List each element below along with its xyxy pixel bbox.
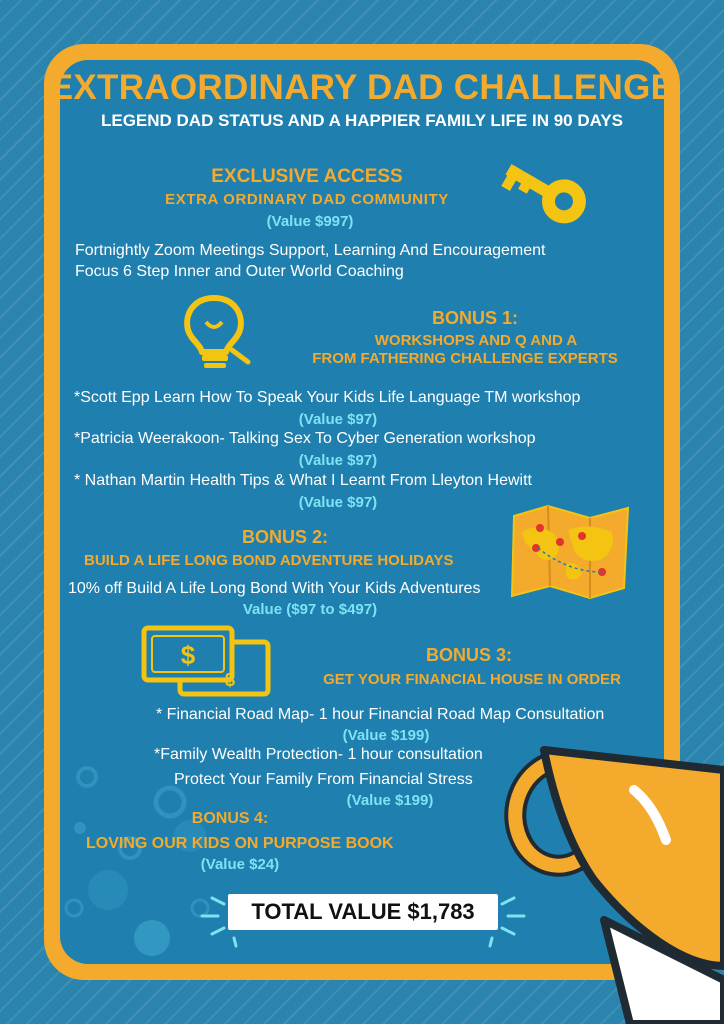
bonus4-value: (Value $24): [200, 856, 280, 873]
bonus3-item: * Financial Road Map- 1 hour Financial Road Map Consultation: [156, 706, 605, 723]
exclusive-line: Fortnightly Zoom Meetings Support, Learning And Encouragement: [75, 242, 546, 259]
bonus3-item-value: (Value $199): [342, 727, 430, 744]
bonus1-heading: BONUS 1:: [431, 308, 518, 328]
exclusive-subheading: EXTRA ORDINARY DAD COMMUNITY: [165, 191, 449, 208]
bonus1-item-value: (Value $97): [298, 411, 378, 428]
page-subtitle: LEGEND DAD STATUS AND A HAPPIER FAMILY LIFE IN 90 DAYS: [100, 111, 624, 130]
exclusive-heading: EXCLUSIVE ACCESS: [211, 166, 403, 187]
bonus3-subheading: GET YOUR FINANCIAL HOUSE IN ORDER: [323, 671, 621, 688]
bonus3-item: *Family Wealth Protection- 1 hour consultation: [154, 746, 483, 763]
total-value-badge: TOTAL VALUE $1,783: [228, 894, 498, 930]
bonus1-subheading: WORKSHOPS AND Q AND A: [374, 332, 578, 349]
bonus1-item-value: (Value $97): [298, 494, 378, 511]
page-title: EXTRAORDINARY DAD CHALLENGE: [49, 68, 675, 107]
trophy-icon: [484, 730, 724, 1024]
bonus4-subheading: LOVING OUR KIDS ON PURPOSE BOOK: [86, 835, 394, 852]
bonus2-value: Value ($97 to $497): [242, 601, 378, 618]
bonus3-item-value: (Value $199): [346, 792, 434, 809]
exclusive-line: Focus 6 Step Inner and Outer World Coaching: [75, 263, 404, 280]
bonus1-item: * Nathan Martin Health Tips & What I Learnt From Lleyton Hewitt: [74, 472, 532, 489]
map-icon: [508, 502, 634, 602]
bonus1-item: *Patricia Weerakoon- Talking Sex To Cyber Generation workshop: [74, 430, 536, 447]
svg-text:$: $: [224, 670, 236, 690]
exclusive-value: (Value $997): [266, 213, 354, 230]
key-icon: [495, 150, 601, 232]
bonus2-heading: BONUS 2:: [241, 527, 328, 547]
bonus1-item: *Scott Epp Learn How To Speak Your Kids Life Language TM workshop: [74, 389, 581, 406]
bonus2-text: 10% off Build A Life Long Bond With Your Kids Adventures: [68, 580, 481, 597]
bonus4-heading: BONUS 4:: [191, 810, 269, 827]
bonus3-heading: BONUS 3:: [425, 645, 512, 665]
bonus2-subheading: BUILD A LIFE LONG BOND ADVENTURE HOLIDAYS: [84, 552, 454, 569]
bonus1-item-value: (Value $97): [298, 452, 378, 469]
svg-text:$: $: [180, 640, 196, 670]
money-icon: [140, 622, 272, 700]
bonus3-item-detail: Protect Your Family From Financial Stress: [174, 771, 473, 788]
lightbulb-icon: [180, 292, 254, 374]
bonus1-subheading: FROM FATHERING CHALLENGE EXPERTS: [312, 350, 618, 367]
